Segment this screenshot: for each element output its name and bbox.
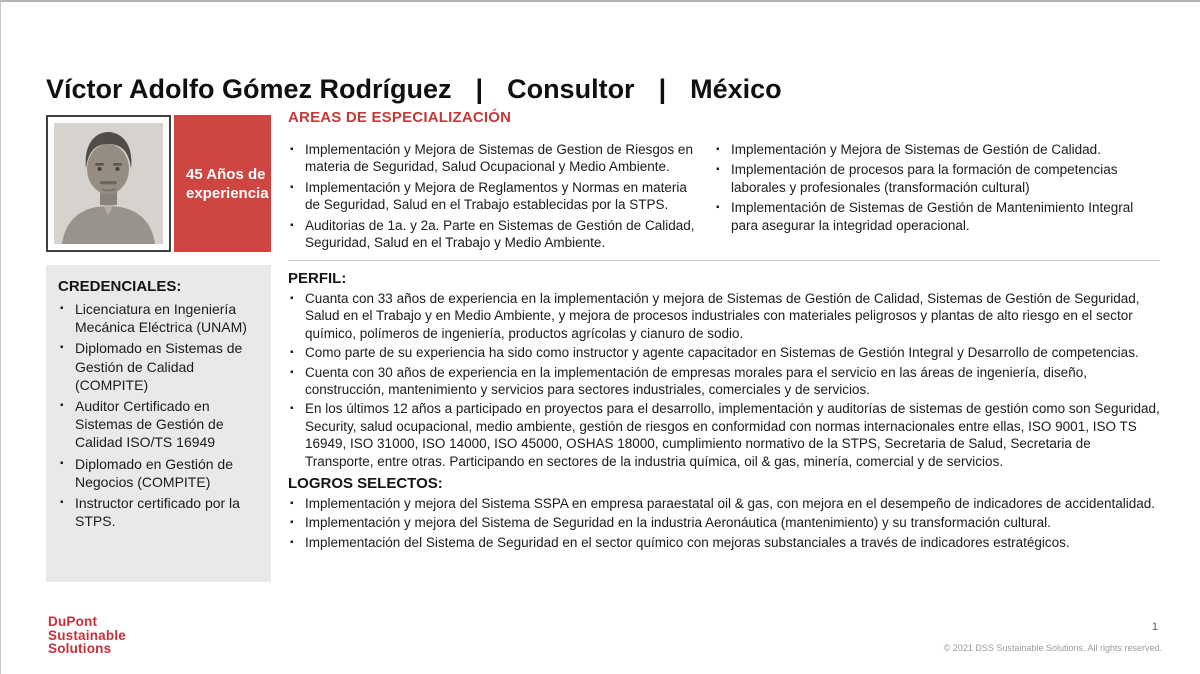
title-separator: | — [658, 74, 667, 105]
portrait-illustration — [54, 123, 163, 244]
list-item: ▪ Auditor Certificado en Sistemas de Gestión de Calidad ISO/TS 16949 — [58, 397, 263, 452]
list-item: ▪ Instructor certificado por la STPS. — [58, 494, 263, 530]
list-item: ▪ Como parte de su experiencia ha sido como instructor y agente capacitador en Sistemas de Gestión Integral y Desarrollo de competencias. — [288, 344, 1160, 361]
title-separator: | — [475, 74, 484, 105]
logros-title: LOGROS SELECTOS: — [288, 475, 443, 493]
list-item: ▪ Auditorias de 1a. y 2a. Parte en Sistemas de Gestión de Calidad, Seguridad, Salud en el Trabajo y Medio Ambiente. — [288, 217, 704, 252]
profile-section — [288, 270, 1160, 553]
perfil-title: PERFIL: — [288, 270, 347, 287]
list-item: ▪ En los últimos 12 años a participado en proyectos para el desarrollo, implementación y auditorías de sistemas de gestión como son Seguridad, Security, salud ocupacional, medio ambiente, gestión de riesgos en conformidad con normas internacionales entre ellas, ISO 9001, ISO TS 16949, ISO 31000, ISO 14000, ISO 45000, OSHAS 18000, cumplimiento normativo de la STPS, Secretaria de Salud, Secretaria de Transporte, entre otras. Participando en sectores de la industria química, oil & gas, minería, comercial y de servicios. — [288, 400, 1160, 470]
logros-list — [288, 495, 1160, 551]
consultant-name: Víctor Adolfo Gómez Rodríguez — [46, 74, 452, 105]
page-number: 1 — [1151, 621, 1158, 633]
copyright-notice: © 2021 DSS Sustainable Solutions. All rights reserved. — [943, 643, 1162, 653]
list-item: ▪ Implementación de Sistemas de Gestión de Mantenimiento Integral para asegurar la integridad operacional. — [714, 199, 1150, 234]
list-item: ▪ Diplomado en Sistemas de Gestión de Calidad (COMPITE) — [58, 339, 263, 394]
credentials-panel — [46, 265, 271, 582]
list-item: ▪ Implementación y Mejora de Sistemas de Gestión de Calidad. — [714, 141, 1150, 158]
list-item: ▪ Diplomado en Gestión de Negocios (COMPITE) — [58, 455, 263, 491]
list-item: ▪ Implementación de procesos para la formación de competencias laborales y profesionales (transformación cultural) — [714, 161, 1150, 196]
dupont-logo — [48, 615, 126, 656]
specialization-list-left — [288, 141, 704, 254]
consultant-location: México — [690, 74, 782, 105]
specialization-list-right — [714, 141, 1150, 254]
perfil-list — [288, 290, 1160, 470]
logo-line: DuPont — [48, 614, 98, 629]
logo-line: Solutions — [48, 641, 112, 656]
credentials-title: CREDENCIALES: — [58, 278, 182, 295]
list-item: ▪ Cuenta con 30 años de experiencia en la implementación de empresas morales para el servicio en las áreas de ingeniería, diseño, construcción, mantenimiento y servicios para sectores industriales, comerciales y de servicios. — [288, 364, 1160, 399]
list-item: ▪ Licenciatura en Ingeniería Mecánica Eléctrica (UNAM) — [58, 300, 263, 336]
experience-badge-label: 45 Años de experiencia — [186, 165, 269, 202]
list-item: ▪ Implementación y mejora del Sistema de Seguridad en la industria Aeronáutica (mantenimiento) y su transformación cultural. — [288, 514, 1160, 531]
page-title — [46, 74, 782, 105]
list-item: ▪ Implementación del Sistema de Seguridad en el sector químico con mejoras substanciales a través de indicadores estratégicos. — [288, 534, 1160, 551]
list-item: ▪ Cuanta con 33 años de experiencia en la implementación y mejora de Sistemas de Gestión de Calidad, Sistemas de Gestión de Seguridad, Salud en el Trabajo y en Medio Ambiente, y mejora de procesos industriales con materiales peligrosos y plantas de alto riesgo en el sector químico, polímeros de ingeniería, productos agrícolas y cianuro de sodio. — [288, 290, 1160, 342]
logo-line: Sustainable — [48, 627, 126, 643]
list-item: ▪ Implementación y Mejora de Reglamentos y Normas en materia de Seguridad, Salud en el Trabajo establecidas por la STPS. — [288, 179, 704, 214]
specialization-section — [288, 109, 1163, 254]
experience-badge — [174, 115, 271, 252]
list-item: ▪ Implementación y mejora del Sistema SSPA en empresa paraestatal oil & gas, con mejora en el desempeño de indicadores de accidentalidad. — [288, 495, 1160, 512]
portrait-photo — [46, 115, 171, 252]
section-divider — [288, 260, 1160, 261]
specialization-title: AREAS DE ESPECIALIZACIÓN — [288, 109, 512, 126]
consultant-role: Consultor — [507, 74, 635, 105]
credentials-list — [58, 300, 263, 530]
list-item: ▪ Implementación y Mejora de Sistemas de Gestion de Riesgos en materia de Seguridad, Salud Ocupacional y Medio Ambiente. — [288, 141, 704, 176]
